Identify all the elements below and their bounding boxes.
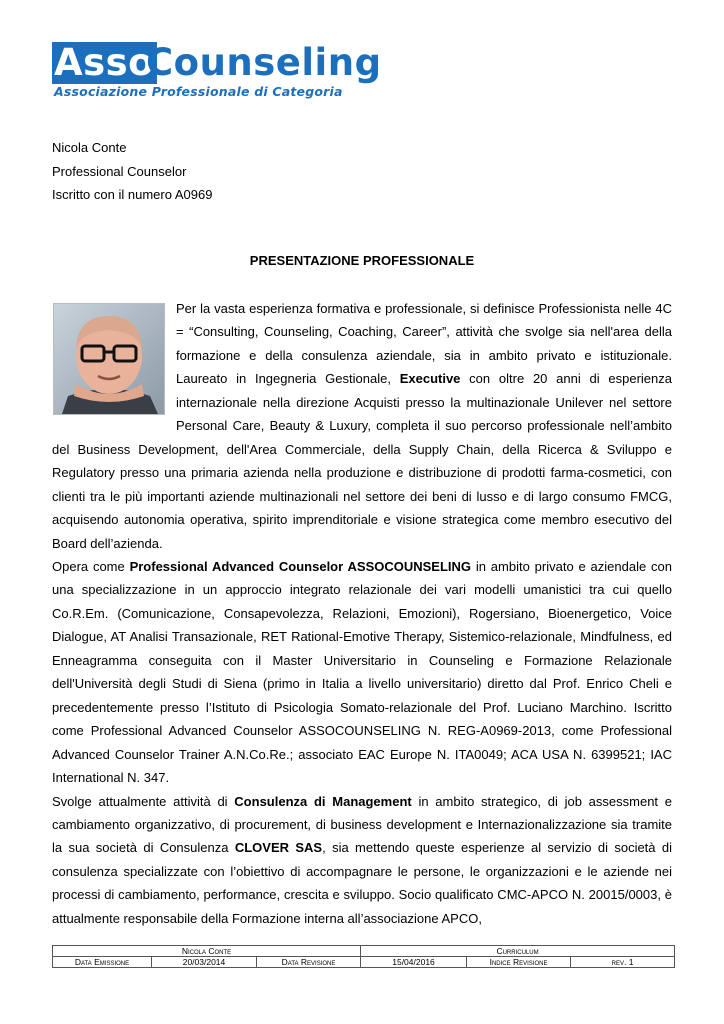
logo-counseling: Counseling xyxy=(146,41,382,84)
footer-name: Nicola Conte xyxy=(53,946,361,957)
section-title: PRESENTAZIONE PROFESSIONALE xyxy=(249,253,475,268)
paragraph-2: Opera come Professional Advanced Counselor ASSOCOUNSELING in ambito privato e aziendale con una specializzazione in un approccio integrato relazionale dei vari modelli umanistici tra cui quello Co.R.Em. (Comunicazione, Consapevolezza, Relazioni, Emozioni), Rogersiano, Bioenergetico, Voice Dialogue, AT Analisi Transazionale, RET Rational-Emotive Therapy, Sistemico-relazionale, Mindfulness, ed Enneagramma conseguita con il Master Universitario in Counseling e Formazione Relazionale dell'Università degli Studi di Siena (primo in Italia a livello universitario) diretto dal Prof. Enrico Cheli e precedentemente presso l’Istituto di Psicologia Somato-relazionale del Prof. Luciano Marchino. Iscritto come Professional Advanced Counselor ASSOCOUNSELING N. REG-A0969-2013, come Professional Advanced Counselor Trainer A.N.Co.Re.; associato EAC Europe N. ITA0049; ACA USA N. 6399521; IAC International N. 347. xyxy=(52,558,672,786)
logo-subtitle: Associazione Professionale di Categoria xyxy=(54,84,343,99)
person-role: Professional Counselor xyxy=(52,163,187,179)
footer-index-label: Indice Revisione xyxy=(467,957,571,968)
footer-revision-label: Data Revisione xyxy=(257,957,361,968)
photo-spacer xyxy=(52,297,176,437)
assocounseling-logo xyxy=(52,41,382,99)
footer-table xyxy=(52,945,675,968)
registration-number: Iscritto con il numero A0969 xyxy=(52,187,213,202)
footer-emission-label: Data Emissione xyxy=(53,957,152,968)
presentation-body xyxy=(52,297,672,930)
footer-emission-date: 20/03/2014 xyxy=(152,957,257,968)
person-name: Nicola Conte xyxy=(52,140,127,155)
paragraph-1: Per la vasta esperienza formativa e professionale, si definisce Professionista nelle 4C = “Consulting, Counseling, Coaching, Career”, attività che svolge sia nell'area della formazione e della consulenza aziendale, sia in ambito privato e istituzionale. Laureato in Ingegneria Gestionale, Executive con oltre 20 anni di esperienza internazionale nella direzione Acquisti presso la multinazionale Unilever nel settore Personal Care, Beauty & Luxury, completa il suo percorso professionale nell’ambito del Business Development, dell'Area Commerciale, della Supply Chain, della Ricerca & Sviluppo e Regulatory presso una primaria azienda nella produzione e distribuzione di prodotti farma-cosmetici, con clienti tra le più importanti aziende multinazionali nel settore dei beni di lusso e di largo consumo FMCG, acquisendo autonomia operativa, spirito imprenditoriale e visione strategica come membro esecutivo del Board dell’azienda. xyxy=(52,301,672,551)
paragraph-3: Svolge attualmente attività di Consulenza di Management in ambito strategico, di job assessment e cambiamento organizzativo, di procurement, di business development e Internazionalizzazione sia tramite la sua società di Consulenza CLOVER SAS, sia mettendo queste esperienze al servizio di società di consulenza specializzate con l’obiettivo di accompagnare le persone, le organizzazioni e le aziende nei processi di cambiamento, performance, crescita e sviluppo. Socio qualificato CMC-APCO N. 20015/0003, è attualmente responsabile della Formazione interna all’associazione APCO, xyxy=(52,793,673,926)
footer-rev: rev. 1 xyxy=(571,957,675,968)
footer-doc-type: Curriculum xyxy=(361,946,675,957)
footer-revision-date: 15/04/2016 xyxy=(361,957,467,968)
logo-asso: Asso xyxy=(52,42,157,84)
header-info xyxy=(52,136,212,207)
